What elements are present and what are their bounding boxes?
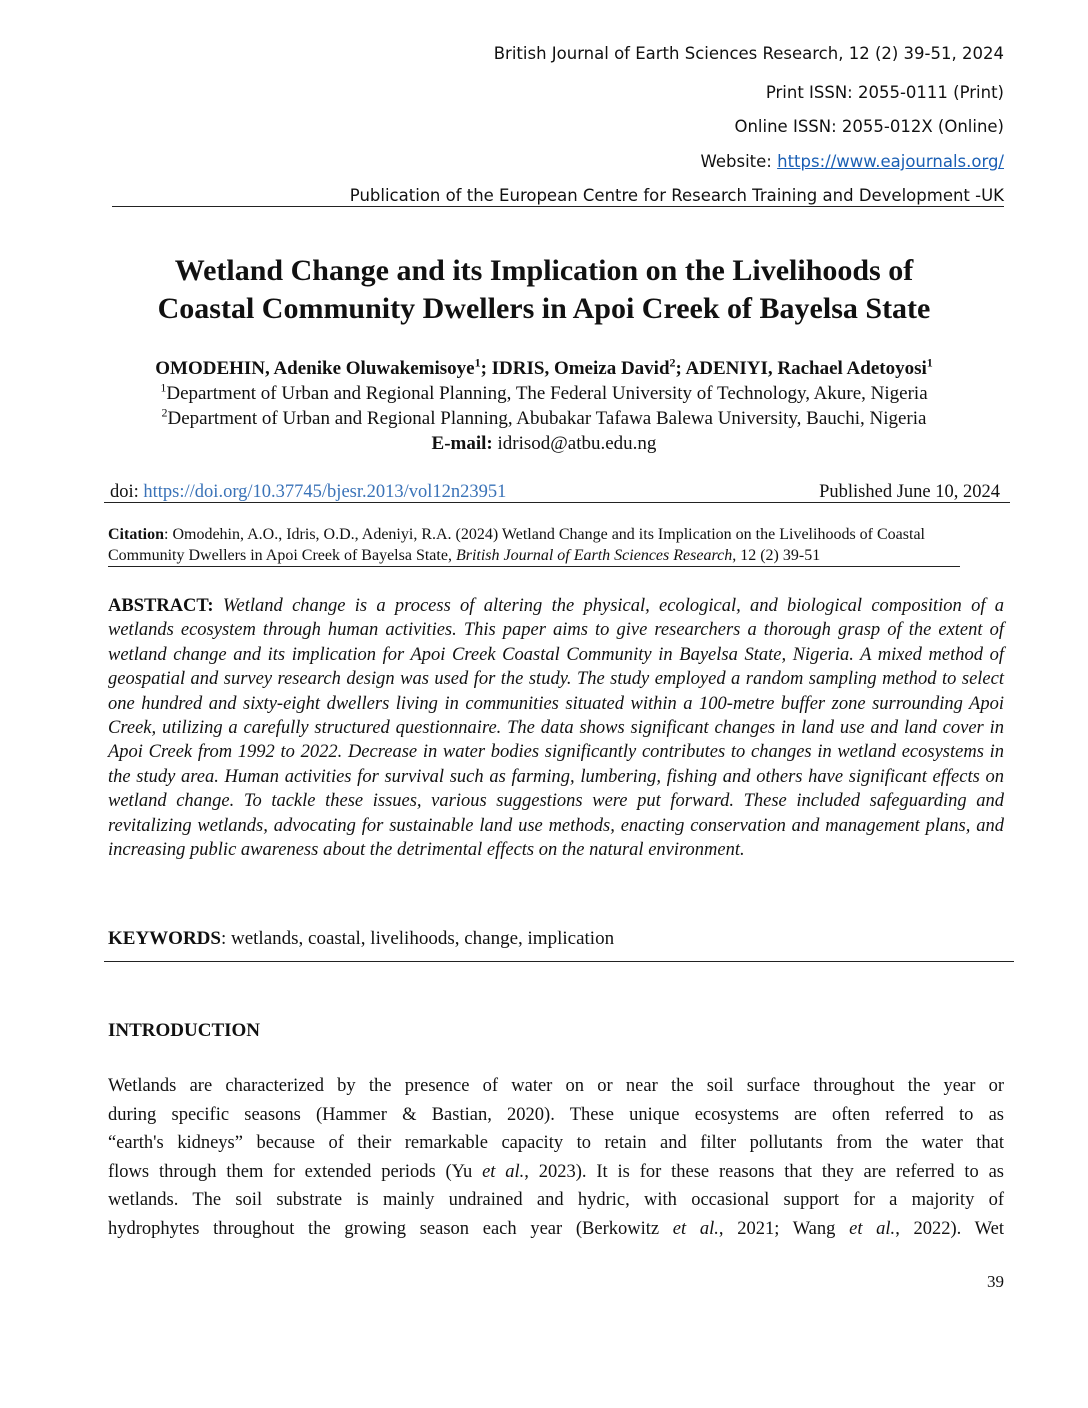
author-name: ADENIYI, Rachael Adetoyosi [685, 358, 927, 379]
introduction-line [108, 1129, 1004, 1158]
paper-title [84, 252, 1004, 328]
affiliation-number: 1 [160, 380, 167, 395]
italic-run: et al. [672, 1218, 719, 1239]
citation-text: : Omodehin, A.O., Idris, O.D., Adeniyi, R.A. (2024) Wetland Change and its Implication on the Livelihoods of Coastal Community Dwellers in Apoi Creek of Bayelsa State, [108, 526, 925, 564]
author-affil-mark: 2 [669, 355, 676, 370]
text-run: , 2021; Wang [718, 1218, 850, 1239]
italic-run: et al. [849, 1218, 896, 1239]
published-date: Published June 10, 2024 [819, 482, 1000, 502]
doi-link[interactable]: https://doi.org/10.37745/bjesr.2013/vol12n23951 [143, 482, 507, 502]
affiliation-text: Department of Urban and Regional Planning, Abubakar Tafawa Balewa University, Bauchi, Nigeria [167, 408, 927, 429]
email-address: idrisod@atbu.edu.ng [492, 433, 657, 454]
affiliation-2 [84, 406, 1004, 431]
introduction-line [108, 1215, 1004, 1244]
italic-run: et al. [482, 1161, 525, 1182]
website-label: Website: [700, 152, 778, 171]
affiliation-number: 2 [161, 405, 168, 420]
website-line [701, 152, 1004, 171]
introduction-line [108, 1101, 1004, 1130]
author-name: IDRIS, Omeiza David [491, 358, 670, 379]
text-run: “earth's kidneys” because of their remarkable capacity to retain and filter pollutants from the water that [108, 1133, 1004, 1153]
email-line [84, 431, 1004, 456]
affiliation-text: Department of Urban and Regional Planning, The Federal University of Technology, Akure, Nigeria [166, 383, 928, 404]
print-issn: Print ISSN: 2055-0111 (Print) [765, 83, 1004, 102]
author-name: OMODEHIN, Adenike Oluwakemisoye [155, 358, 475, 379]
keywords-line [108, 926, 614, 951]
abstract-block [108, 594, 1004, 862]
author-separator: ; [480, 358, 492, 379]
citation-block [108, 524, 988, 566]
text-run: wetlands. The soil substrate is mainly undrained and hydric, with occasional support for a majority of [108, 1190, 1004, 1210]
citation-divider [108, 566, 960, 567]
author-affil-mark: 1 [926, 355, 933, 370]
introduction-line [108, 1072, 1004, 1101]
header-divider [112, 206, 1004, 207]
doi-divider [104, 502, 1010, 503]
keywords-label: KEYWORDS [108, 928, 221, 949]
title-line-1: Wetland Change and its Implication on the Livelihoods of [174, 254, 914, 287]
author-list [84, 356, 1004, 381]
abstract-text: Wetland change is a process of altering the physical, ecological, and biological composition of a wetlands ecosystem through human activities. This paper aims to give researchers a thorough grasp of the extent of wetland change and its implication for Apoi Creek Coastal Community in Bayelsa State, Nigeria. A mixed method of geospatial and survey research design was used for the study. The study employed a random sampling method to select one hundred and sixty-eight dwellers living in communities situated within a 100-metre buffer zone surrounding Apoi Creek, utilizing a carefully structured questionnaire. The data shows significant changes in land use and land cover in Apoi Creek from 1992 to 2022. Decrease in water bodies significantly contributes to changes in wetland ecosystems in the study area. Human activities for survival such as farming, lumbering, fishing and others have significant effects on wetland change. To tackle these issues, various suggestions were put forward. These included safeguarding and revitalizing wetlands, advocating for sustainable land use methods, enacting conservation and management plans, and increasing public awareness about the detrimental effects on the natural environment. [108, 596, 1004, 861]
introduction-line [108, 1186, 1004, 1215]
text-run: hydrophytes throughout the growing season each year (Berkowitz [108, 1218, 673, 1239]
author-affil-mark: 1 [474, 355, 481, 370]
text-run: Wetlands are characterized by the presence of water on or near the soil surface throughout the year or [108, 1076, 1004, 1096]
doi-row [110, 480, 1000, 504]
website-link[interactable]: https://www.eajournals.org/ [777, 152, 1004, 171]
doi-label: doi: [110, 482, 144, 502]
title-line-2: Coastal Community Dwellers in Apoi Creek of Bayelsa State [157, 292, 931, 325]
page-number: 39 [987, 1272, 1004, 1291]
keywords-text: : wetlands, coastal, livelihoods, change, implication [220, 928, 615, 949]
citation-volume: , 12 (2) 39-51 [732, 547, 821, 564]
text-run: , 2023). It is for these reasons that they are referred to as [524, 1161, 1004, 1182]
publisher-line: Publication of the European Centre for Research Training and Development -UK [349, 186, 1004, 205]
introduction-heading: INTRODUCTION [108, 1020, 261, 1041]
introduction-body [108, 1072, 1004, 1243]
citation-label: Citation [108, 526, 164, 543]
author-separator: ; [675, 358, 686, 379]
text-run: during specific seasons (Hammer & Bastian, 2020). These unique ecosystems are often referred to as [108, 1104, 1004, 1125]
online-issn: Online ISSN: 2055-012X (Online) [734, 117, 1004, 136]
abstract-label: ABSTRACT: [108, 596, 214, 616]
text-run: , 2022). Wet [895, 1218, 1004, 1239]
text-run: flows through them for extended periods (Yu [108, 1161, 483, 1182]
affiliation-1 [84, 381, 1004, 406]
citation-journal: British Journal of Earth Sciences Research [455, 547, 733, 564]
email-label: E-mail: [431, 433, 493, 454]
abstract-end-divider [104, 961, 1014, 962]
introduction-line [108, 1158, 1004, 1187]
journal-citation-line: British Journal of Earth Sciences Research, 12 (2) 39-51, 2024 [493, 44, 1004, 63]
